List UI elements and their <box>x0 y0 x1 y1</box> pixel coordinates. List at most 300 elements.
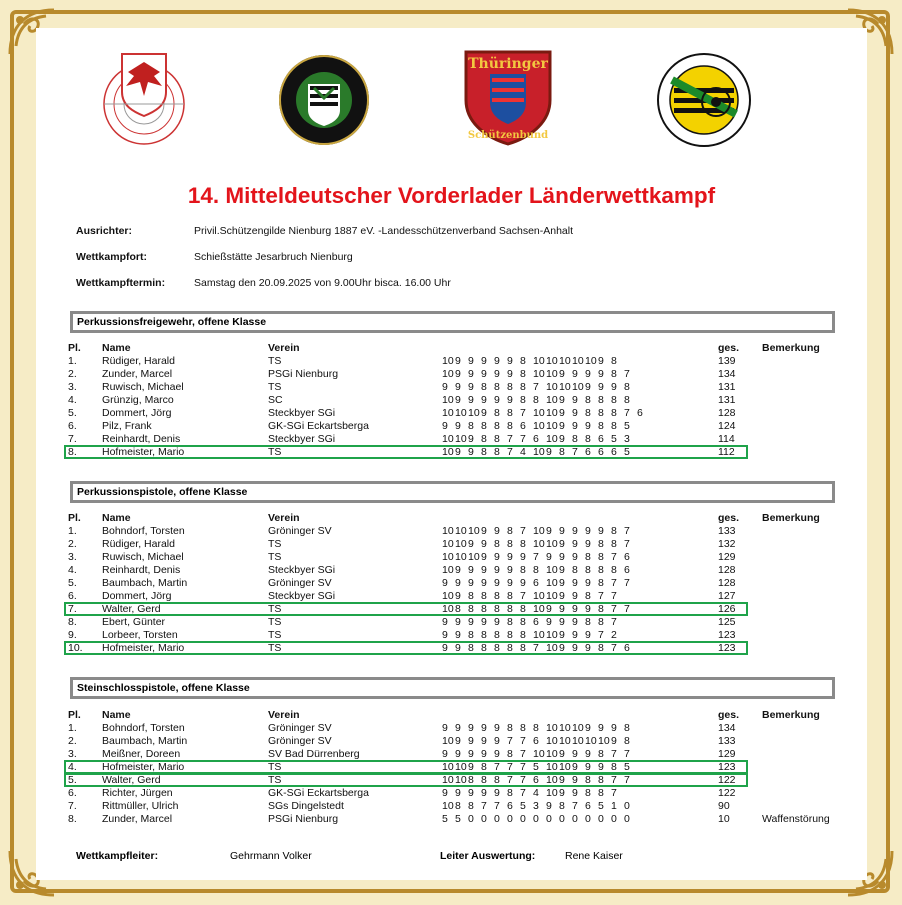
shot-score: 9 <box>494 355 500 367</box>
row-club: PSGi Nienburg <box>268 813 339 825</box>
header-ges: ges. <box>718 342 740 354</box>
row-name: Walter, Gerd <box>102 774 161 786</box>
row-total: 122 <box>718 787 736 799</box>
shot-score: 9 <box>559 629 565 641</box>
row-total: 128 <box>718 564 736 576</box>
shot-score: 9 <box>494 564 500 576</box>
row-total: 124 <box>718 420 736 432</box>
shot-score: 8 <box>559 446 565 458</box>
shot-score: 10 <box>455 774 467 786</box>
shot-score: 10 <box>559 381 571 393</box>
row-club: TS <box>268 642 282 654</box>
row-name: Rüdiger, Harald <box>102 538 175 550</box>
shot-score: 8 <box>494 381 500 393</box>
row-place: 10. <box>68 642 83 654</box>
shot-score: 9 <box>559 551 565 563</box>
shot-score: 9 <box>494 525 500 537</box>
row-name: Meißner, Doreen <box>102 748 181 760</box>
shot-score: 9 <box>572 787 578 799</box>
shot-score: 6 <box>598 433 604 445</box>
row-place: 2. <box>68 735 77 747</box>
shot-score: 9 <box>468 564 474 576</box>
shot-score: 9 <box>559 407 565 419</box>
section-title: Steinschlosspistole, offene Klasse <box>70 677 835 699</box>
shot-score: 8 <box>520 722 526 734</box>
shot-score: 8 <box>507 722 513 734</box>
shot-score: 9 <box>494 787 500 799</box>
shot-score: 8 <box>572 564 578 576</box>
shot-score: 8 <box>559 800 565 812</box>
shot-score: 9 <box>572 394 578 406</box>
row-total: 129 <box>718 551 736 563</box>
meta-value: Schießstätte Jesarbruch Nienburg <box>194 251 353 263</box>
shot-score: 7 <box>624 577 630 589</box>
shot-score: 10 <box>585 355 597 367</box>
shot-score: 9 <box>611 381 617 393</box>
row-total: 125 <box>718 616 736 628</box>
shot-score: 9 <box>507 355 513 367</box>
row-total: 128 <box>718 407 736 419</box>
brandenburg-logo <box>102 46 186 155</box>
shot-score: 7 <box>611 551 617 563</box>
shot-score: 10 <box>442 394 454 406</box>
shot-score: 9 <box>611 722 617 734</box>
row-name: Zunder, Marcel <box>102 368 173 380</box>
shot-score: 7 <box>533 551 539 563</box>
shot-score: 8 <box>585 394 591 406</box>
shot-score: 8 <box>624 735 630 747</box>
shot-score: 10 <box>533 368 545 380</box>
row-place: 4. <box>68 394 77 406</box>
shot-score: 9 <box>585 381 591 393</box>
shot-score: 8 <box>468 800 474 812</box>
shot-score: 8 <box>507 616 513 628</box>
shot-score: 4 <box>533 787 539 799</box>
shot-score: 10 <box>455 407 467 419</box>
shot-score: 8 <box>520 381 526 393</box>
row-club: SV Bad Dürrenberg <box>268 748 360 760</box>
shot-score: 8 <box>507 748 513 760</box>
shot-score: 7 <box>611 590 617 602</box>
shot-score: 7 <box>624 748 630 760</box>
shot-score: 9 <box>494 722 500 734</box>
shot-score: 7 <box>520 787 526 799</box>
row-place: 7. <box>68 800 77 812</box>
shot-score: 6 <box>520 420 526 432</box>
row-scores <box>442 813 637 826</box>
row-scores <box>442 735 637 748</box>
shot-score: 8 <box>481 761 487 773</box>
row-club: TS <box>268 616 282 628</box>
row-total: 132 <box>718 538 736 550</box>
shot-score: 5 <box>611 433 617 445</box>
row-club: TS <box>268 538 282 550</box>
shot-score: 6 <box>624 564 630 576</box>
shot-score: 9 <box>481 577 487 589</box>
shot-score: 0 <box>481 813 487 825</box>
shot-score: 8 <box>455 603 461 615</box>
shot-score: 10 <box>546 642 558 654</box>
shot-score: 8 <box>598 642 604 654</box>
row-club: GK-SGi Eckartsberga <box>268 420 369 432</box>
shot-score: 8 <box>520 642 526 654</box>
shot-score: 9 <box>494 394 500 406</box>
shot-score: 10 <box>546 564 558 576</box>
shot-score: 7 <box>533 381 539 393</box>
shot-score: 8 <box>481 603 487 615</box>
row-name: Walter, Gerd <box>102 603 161 615</box>
shot-score: 7 <box>624 538 630 550</box>
row-place: 8. <box>68 813 77 825</box>
shot-score: 8 <box>611 525 617 537</box>
shot-score: 8 <box>611 538 617 550</box>
shot-score: 8 <box>507 381 513 393</box>
shot-score: 7 <box>494 761 500 773</box>
shot-score: 10 <box>533 446 545 458</box>
shot-score: 10 <box>442 407 454 419</box>
shot-score: 7 <box>624 774 630 786</box>
section-title: Perkussionsfreigewehr, offene Klasse <box>70 311 835 333</box>
shot-score: 9 <box>559 577 565 589</box>
shot-score: 10 <box>442 525 454 537</box>
shot-score: 7 <box>611 603 617 615</box>
shot-score: 9 <box>481 616 487 628</box>
shot-score: 8 <box>481 774 487 786</box>
shot-score: 8 <box>585 433 591 445</box>
shot-score: 8 <box>520 368 526 380</box>
row-total: 133 <box>718 525 736 537</box>
shot-score: 8 <box>468 420 474 432</box>
shot-score: 7 <box>598 629 604 641</box>
shot-score: 9 <box>481 525 487 537</box>
shot-score: 9 <box>546 800 552 812</box>
row-name: Pilz, Frank <box>102 420 152 432</box>
highlight-box <box>64 773 748 787</box>
shot-score: 8 <box>507 590 513 602</box>
shot-score: 9 <box>455 355 461 367</box>
shot-score: 8 <box>481 629 487 641</box>
row-name: Rüdiger, Harald <box>102 355 175 367</box>
shot-score: 10 <box>442 551 454 563</box>
shot-score: 7 <box>481 800 487 812</box>
shot-score: 9 <box>598 722 604 734</box>
shot-score: 8 <box>494 538 500 550</box>
row-name: Ebert, Günter <box>102 616 166 628</box>
shot-score: 9 <box>455 446 461 458</box>
shot-score: 5 <box>624 761 630 773</box>
shot-score: 9 <box>468 787 474 799</box>
shot-score: 9 <box>585 629 591 641</box>
row-total: 129 <box>718 748 736 760</box>
shot-score: 9 <box>481 551 487 563</box>
shot-score: 5 <box>598 800 604 812</box>
shot-score: 9 <box>481 394 487 406</box>
evaluation-leader-name: Rene Kaiser <box>565 850 623 862</box>
shot-score: 8 <box>507 538 513 550</box>
row-name: Dommert, Jörg <box>102 407 172 419</box>
shot-score: 10 <box>546 590 558 602</box>
shot-score: 9 <box>559 616 565 628</box>
shot-score: 9 <box>559 748 565 760</box>
sachsen-anhalt-logo <box>278 54 370 151</box>
shot-score: 10 <box>442 446 454 458</box>
shot-score: 6 <box>533 433 539 445</box>
header-ges: ges. <box>718 709 740 721</box>
shot-score: 9 <box>455 577 461 589</box>
row-total: 131 <box>718 394 736 406</box>
shot-score: 9 <box>559 420 565 432</box>
saechsischer-schuetzenbund-logo <box>656 50 752 155</box>
row-place: 1. <box>68 355 77 367</box>
row-name: Dommert, Jörg <box>102 590 172 602</box>
row-total: 126 <box>718 603 736 615</box>
shot-score: 9 <box>546 616 552 628</box>
shot-score: 6 <box>585 446 591 458</box>
shot-score: 9 <box>507 577 513 589</box>
shot-score: 9 <box>559 368 565 380</box>
row-name: Reinhardt, Denis <box>102 433 181 445</box>
shot-score: 9 <box>559 787 565 799</box>
shot-score: 9 <box>468 394 474 406</box>
svg-text:Schützenbund: Schützenbund <box>467 130 549 141</box>
shot-score: 7 <box>624 368 630 380</box>
header-ges: ges. <box>718 512 740 524</box>
shot-score: 7 <box>507 446 513 458</box>
shot-score: 8 <box>533 394 539 406</box>
shot-score: 9 <box>442 420 448 432</box>
shot-score: 6 <box>598 446 604 458</box>
row-name: Baumbach, Martin <box>102 735 188 747</box>
shot-score: 9 <box>494 368 500 380</box>
shot-score: 10 <box>455 761 467 773</box>
shot-score: 8 <box>481 590 487 602</box>
shot-score: 9 <box>585 368 591 380</box>
shot-score: 5 <box>533 761 539 773</box>
row-total: 112 <box>718 446 735 458</box>
shot-score: 6 <box>533 577 539 589</box>
shot-score: 8 <box>585 774 591 786</box>
shot-score: 8 <box>455 800 461 812</box>
shot-score: 9 <box>481 368 487 380</box>
row-name: Hofmeister, Mario <box>102 446 185 458</box>
shot-score: 7 <box>520 761 526 773</box>
header-pl: Pl. <box>68 342 81 354</box>
shot-score: 8 <box>585 564 591 576</box>
shot-score: 9 <box>481 735 487 747</box>
shot-score: 9 <box>455 564 461 576</box>
thueringer-schuetzenbund-logo <box>462 48 554 151</box>
shot-score: 9 <box>520 551 526 563</box>
shot-score: 10 <box>533 407 545 419</box>
header-pl: Pl. <box>68 512 81 524</box>
shot-score: 7 <box>520 433 526 445</box>
meta-value: Privil.Schützengilde Nienburg 1887 eV. -Landesschützenverband Sachsen-Anhalt <box>194 225 574 237</box>
shot-score: 8 <box>494 446 500 458</box>
shot-score: 10 <box>442 355 454 367</box>
highlight-box <box>64 641 748 655</box>
row-total: 128 <box>718 577 736 589</box>
shot-score: 8 <box>611 368 617 380</box>
shot-score: 8 <box>624 722 630 734</box>
shot-score: 0 <box>572 813 578 825</box>
shot-score: 9 <box>585 525 591 537</box>
shot-score: 5 <box>520 800 526 812</box>
shot-score: 0 <box>559 813 565 825</box>
shot-score: 10 <box>455 433 467 445</box>
row-total: 123 <box>718 761 736 773</box>
shot-score: 0 <box>611 813 617 825</box>
shot-score: 8 <box>507 629 513 641</box>
shot-score: 7 <box>520 735 526 747</box>
shot-score: 8 <box>572 433 578 445</box>
shot-score: 8 <box>494 629 500 641</box>
shot-score: 9 <box>572 616 578 628</box>
shot-score: 10 <box>468 551 480 563</box>
row-name: Rittmüller, Ulrich <box>102 800 179 812</box>
shot-score: 9 <box>442 787 448 799</box>
shot-score: 7 <box>520 748 526 760</box>
shot-score: 10 <box>533 603 545 615</box>
shot-score: 9 <box>455 394 461 406</box>
row-scores <box>442 394 637 407</box>
shot-score: 9 <box>585 603 591 615</box>
header-pl: Pl. <box>68 709 81 721</box>
row-total: 127 <box>718 590 736 602</box>
shot-score: 9 <box>559 538 565 550</box>
shot-score: 8 <box>585 787 591 799</box>
shot-score: 10 <box>442 774 454 786</box>
shot-score: 10 <box>546 355 558 367</box>
shot-score: 9 <box>468 748 474 760</box>
shot-score: 8 <box>494 774 500 786</box>
shot-score: 6 <box>533 735 539 747</box>
shot-score: 9 <box>598 355 604 367</box>
shot-score: 8 <box>611 407 617 419</box>
shot-score: 8 <box>481 446 487 458</box>
shot-score: 6 <box>507 800 513 812</box>
shot-score: 7 <box>533 642 539 654</box>
shot-score: 9 <box>455 368 461 380</box>
row-total: 123 <box>718 642 736 654</box>
shot-score: 8 <box>520 603 526 615</box>
shot-score: 10 <box>533 355 545 367</box>
shot-score: 8 <box>494 407 500 419</box>
row-club: Gröninger SV <box>268 525 332 537</box>
shot-score: 9 <box>442 642 448 654</box>
shot-score: 9 <box>455 590 461 602</box>
shot-score: 8 <box>611 420 617 432</box>
shot-score: 8 <box>468 590 474 602</box>
row-name: Richter, Jürgen <box>102 787 173 799</box>
shot-score: 0 <box>494 813 500 825</box>
shot-score: 10 <box>546 420 558 432</box>
shot-score: 9 <box>468 446 474 458</box>
shot-score: 8 <box>507 407 513 419</box>
shot-score: 9 <box>442 616 448 628</box>
row-total: 123 <box>718 629 736 641</box>
shot-score: 8 <box>494 642 500 654</box>
shot-score: 10 <box>559 355 571 367</box>
row-place: 6. <box>68 420 77 432</box>
shot-score: 7 <box>572 446 578 458</box>
shot-score: 9 <box>507 394 513 406</box>
row-scores <box>442 800 637 813</box>
shot-score: 8 <box>520 616 526 628</box>
shot-score: 8 <box>481 433 487 445</box>
shot-score: 8 <box>598 577 604 589</box>
shot-score: 9 <box>598 761 604 773</box>
shot-score: 9 <box>494 735 500 747</box>
shot-score: 0 <box>546 813 552 825</box>
header-remark: Bemerkung <box>762 512 820 524</box>
shot-score: 10 <box>546 538 558 550</box>
row-club: PSGi Nienburg <box>268 368 339 380</box>
shot-score: 9 <box>494 577 500 589</box>
shot-score: 10 <box>585 735 597 747</box>
shot-score: 10 <box>455 551 467 563</box>
shot-score: 0 <box>520 813 526 825</box>
row-club: TS <box>268 629 282 641</box>
shot-score: 8 <box>585 407 591 419</box>
shot-score: 9 <box>585 748 591 760</box>
row-remark: Waffenstörung <box>762 813 830 825</box>
row-name: Hofmeister, Mario <box>102 642 185 654</box>
svg-text:Thüringer: Thüringer <box>468 56 548 72</box>
row-club: Steckbyer SGi <box>268 590 336 602</box>
shot-score: 10 <box>442 800 454 812</box>
row-place: 7. <box>68 603 77 615</box>
shot-score: 8 <box>468 774 474 786</box>
row-club: Gröninger SV <box>268 735 332 747</box>
row-scores <box>442 787 624 800</box>
shot-score: 8 <box>494 433 500 445</box>
shot-score: 10 <box>533 590 545 602</box>
shot-score: 9 <box>598 525 604 537</box>
shot-score: 0 <box>533 813 539 825</box>
shot-score: 8 <box>507 420 513 432</box>
shot-score: 9 <box>585 577 591 589</box>
row-place: 3. <box>68 381 77 393</box>
shot-score: 9 <box>598 381 604 393</box>
row-club: Gröninger SV <box>268 577 332 589</box>
row-name: Reinhardt, Denis <box>102 564 181 576</box>
shot-score: 9 <box>494 616 500 628</box>
row-name: Zunder, Marcel <box>102 813 173 825</box>
shot-score: 9 <box>481 355 487 367</box>
shot-score: 9 <box>559 603 565 615</box>
document-page <box>36 28 867 880</box>
header-club: Verein <box>268 512 300 524</box>
shot-score: 8 <box>598 394 604 406</box>
shot-score: 10 <box>546 368 558 380</box>
shot-score: 7 <box>507 735 513 747</box>
row-place: 4. <box>68 564 77 576</box>
shot-score: 9 <box>598 368 604 380</box>
shot-score: 9 <box>559 590 565 602</box>
shot-score: 7 <box>624 407 630 419</box>
shot-score: 9 <box>468 368 474 380</box>
header-club: Verein <box>268 709 300 721</box>
shot-score: 8 <box>611 394 617 406</box>
shot-score: 8 <box>468 642 474 654</box>
shot-score: 9 <box>468 577 474 589</box>
shot-score: 8 <box>468 629 474 641</box>
shot-score: 7 <box>611 748 617 760</box>
shot-score: 9 <box>442 381 448 393</box>
shot-score: 7 <box>611 642 617 654</box>
shot-score: 9 <box>546 525 552 537</box>
shot-score: 9 <box>468 355 474 367</box>
